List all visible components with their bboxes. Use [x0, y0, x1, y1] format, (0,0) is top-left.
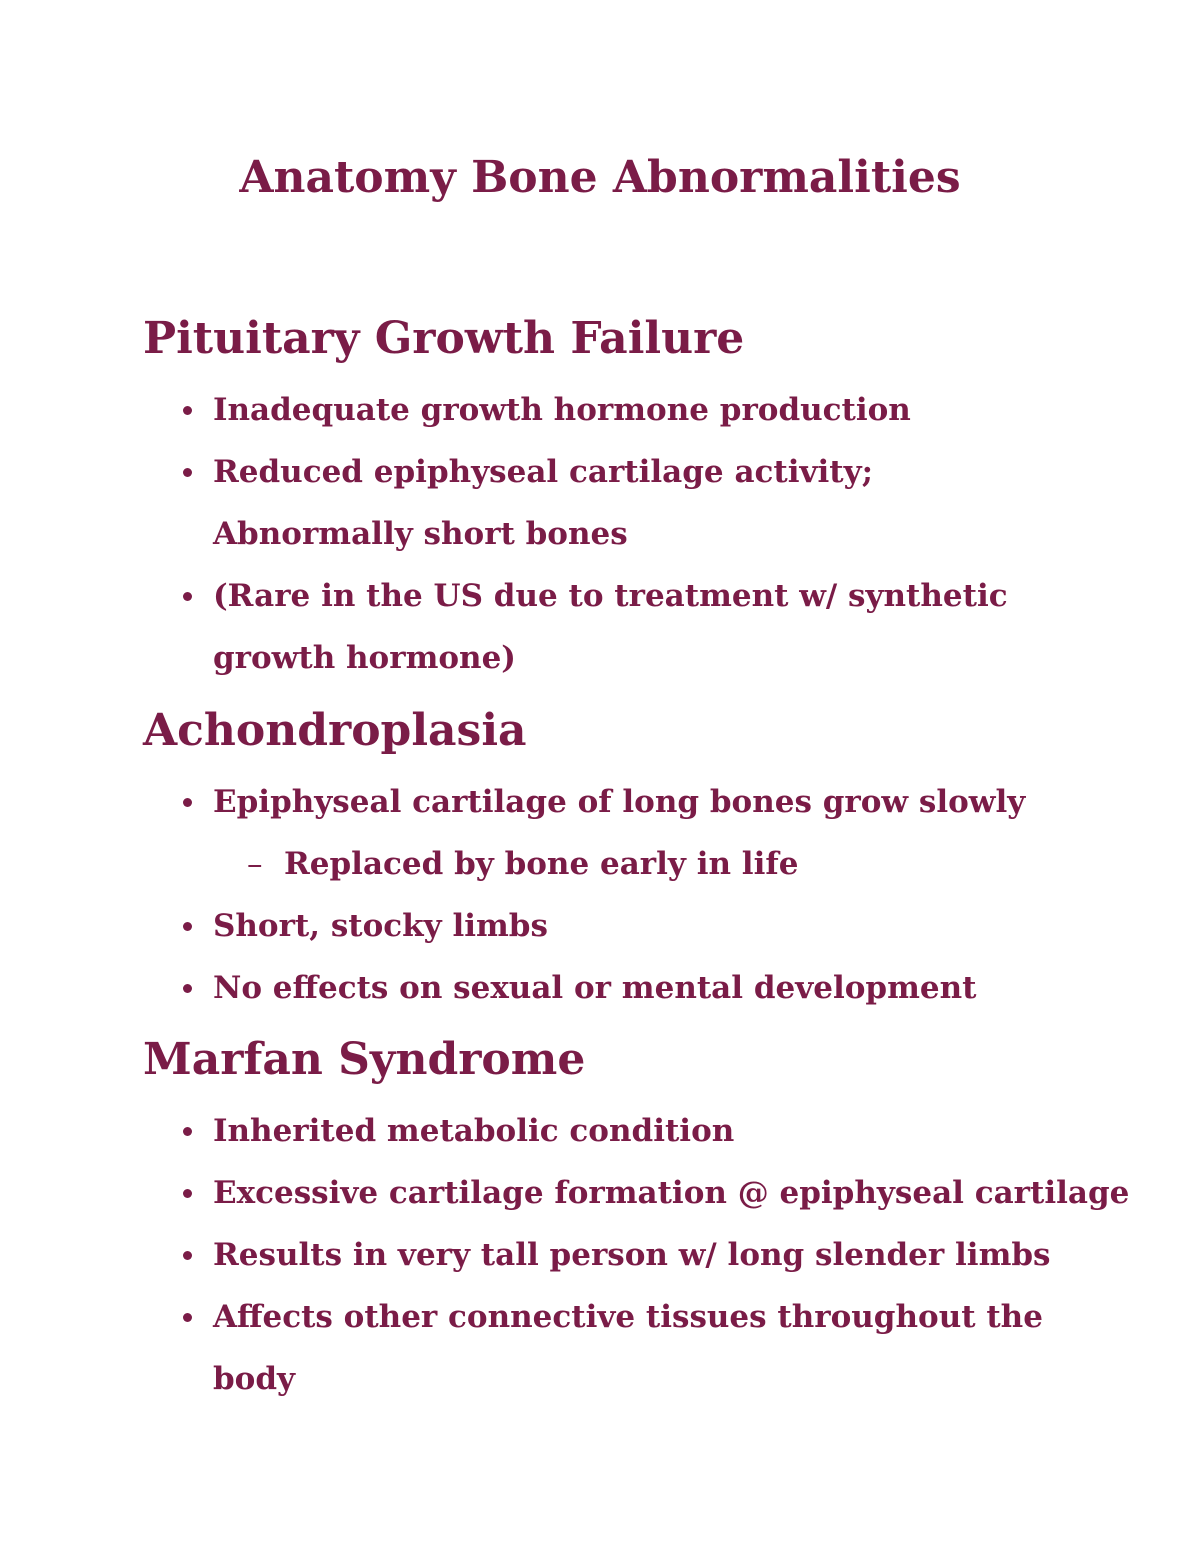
section-heading: Pituitary Growth Failure [143, 313, 745, 364]
bullet-icon [183, 1251, 192, 1260]
list-item [143, 895, 1103, 957]
list-item-text: No effects on sexual or mental development [213, 970, 977, 1006]
bullet-icon [183, 1189, 192, 1198]
list-item-text: Results in very tall person w/ long slender limbs [213, 1237, 1051, 1273]
sub-list-item-text: Replaced by bone early in life [284, 846, 799, 882]
list-item-text: (Rare in the US due to treatment w/ synthetic growth hormone) [213, 578, 1008, 676]
list-item [143, 1162, 1130, 1224]
list-item-text: Affects other connective tissues throughout the body [213, 1299, 1043, 1397]
section-pituitary-growth-failure [143, 309, 1103, 689]
bullet-icon [183, 984, 192, 993]
bullet-icon [183, 592, 192, 601]
bullet-list [143, 771, 1103, 1019]
list-item-text: Reduced epiphyseal cartilage activity; Abnormally short bones [213, 454, 874, 552]
bullet-icon [183, 406, 192, 415]
section-marfan-syndrome [143, 1030, 1130, 1410]
list-item [143, 1224, 1103, 1286]
bullet-list [143, 1100, 1130, 1410]
list-item [143, 379, 1103, 441]
bullet-icon [183, 798, 192, 807]
list-item-text: Short, stocky limbs [213, 908, 548, 944]
bullet-icon [183, 468, 192, 477]
bullet-icon [183, 922, 192, 931]
list-item-text: Inherited metabolic condition [213, 1113, 735, 1149]
dash-icon: – [247, 846, 263, 882]
list-item-text: Inadequate growth hormone production [213, 392, 911, 428]
bullet-list [143, 379, 1103, 689]
bullet-icon [183, 1313, 192, 1322]
list-item [143, 957, 1103, 1019]
sub-list-item [143, 833, 1103, 895]
list-item [143, 771, 1103, 833]
list-item [143, 1286, 1053, 1410]
list-item-text: Excessive cartilage formation @ epiphyseal cartilage [213, 1175, 1130, 1211]
section-achondroplasia [143, 701, 1103, 1019]
list-item [143, 441, 1053, 565]
section-heading: Marfan Syndrome [143, 1034, 586, 1085]
list-item-text: Epiphyseal cartilage of long bones grow slowly [213, 784, 1026, 820]
document-title: Anatomy Bone Abnormalities [239, 152, 961, 203]
list-item [143, 1100, 1103, 1162]
section-heading: Achondroplasia [143, 705, 527, 756]
bullet-icon [183, 1127, 192, 1136]
list-item [143, 565, 1013, 689]
